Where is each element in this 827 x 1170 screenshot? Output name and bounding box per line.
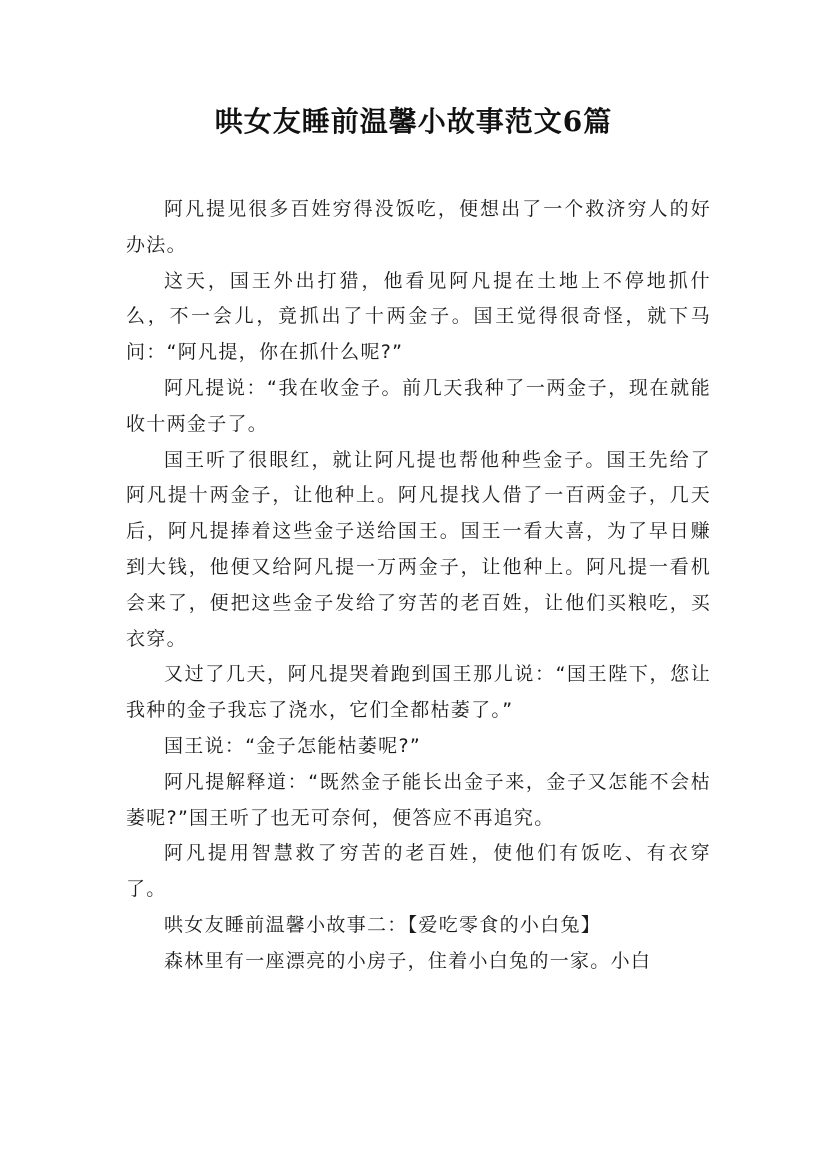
- paragraph: 国王听了很眼红，就让阿凡提也帮他种些金子。国王先给了阿凡提十两金子，让他种上。阿凡提找人借了一百两金子，几天后，阿凡提捧着这些金子送给国王。国王一看大喜，为了早日赚到大钱，他便又给阿凡提一万两金子，让他种上。阿凡提一看机会来了，便把这些金子发给了穷苦的老百姓，让他们买粮吃，买衣穿。: [126, 448, 711, 650]
- paragraph: 阿凡提用智慧救了穷苦的老百姓，使他们有饭吃、有衣穿了。: [126, 842, 711, 901]
- paragraph: 阿凡提见很多百姓穷得没饭吃，便想出了一个救济穷人的好办法。: [126, 198, 711, 256]
- section-heading: 哄女友睡前温馨小故事二：【爱吃零食的小白兔】: [164, 913, 602, 936]
- paragraph: 阿凡提说：“我在收金子。前几天我种了一两金子，现在就能收十两金子了。: [126, 376, 711, 435]
- document-title: 哄女友睡前温馨小故事范文6篇: [214, 105, 613, 138]
- document-body: [126, 192, 711, 980]
- paragraph: 这天，国王外出打猎，他看见阿凡提在土地上不停地抓什么，不一会儿，竟抓出了十两金子。国王觉得很奇怪，就下马问：“阿凡提，你在抓什么呢?”: [126, 269, 711, 364]
- paragraph: 国王说：“金子怎能枯萎呢?”: [164, 734, 421, 757]
- paragraph: 阿凡提解释道：“既然金子能长出金子来，金子又怎能不会枯萎呢?”国王听了也无可奈何，便答应不再追究。: [126, 770, 711, 829]
- paragraph: 又过了几天，阿凡提哭着跑到国王那儿说：“国王陛下，您让我种的金子我忘了浇水，它们全都枯萎了。”: [126, 663, 711, 722]
- paragraph: 森林里有一座漂亮的小房子，住着小白兔的一家。小白: [164, 949, 652, 972]
